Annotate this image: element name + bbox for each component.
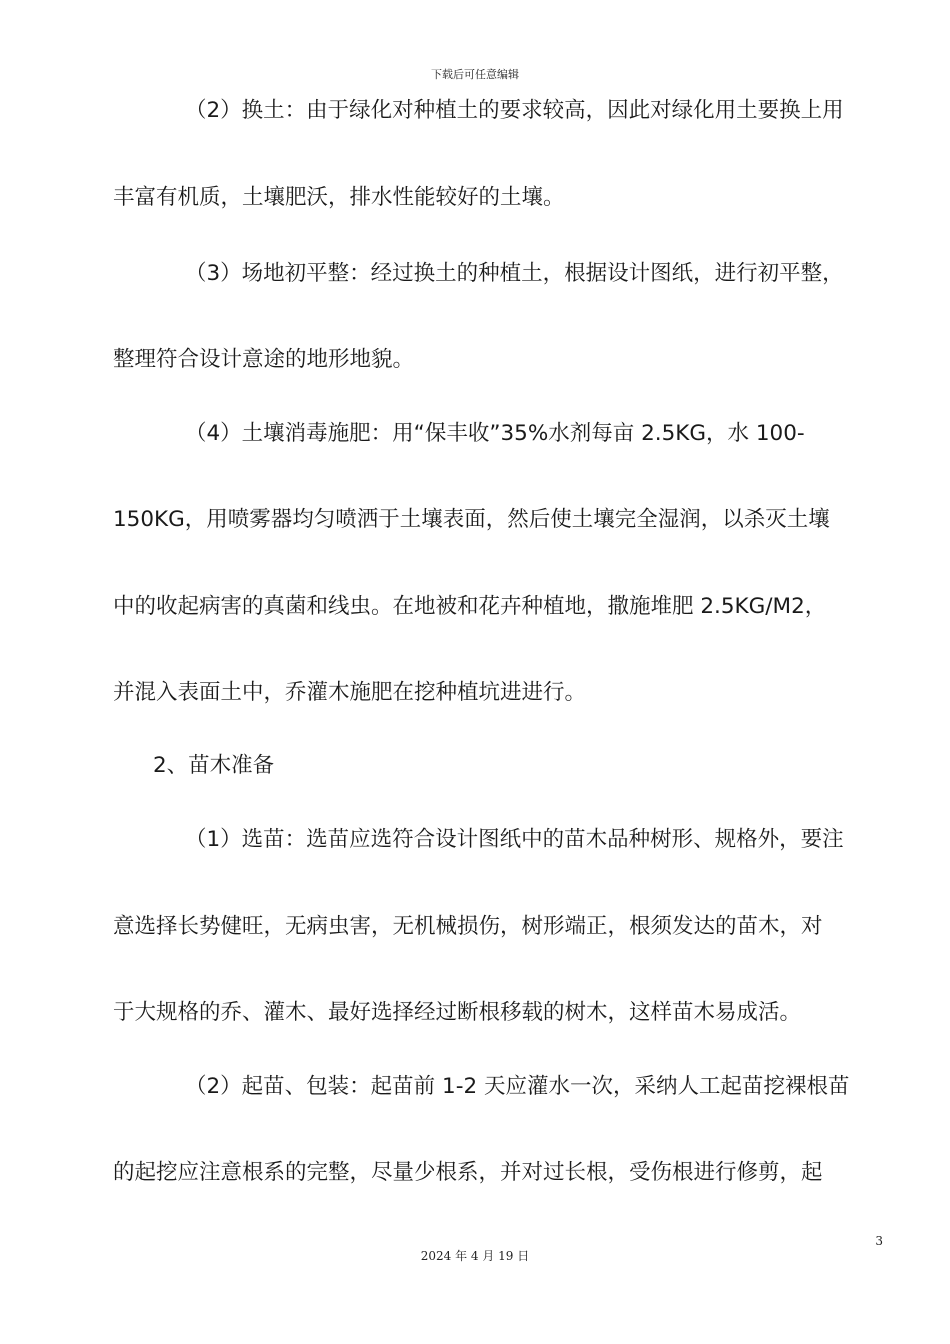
paragraph-line: 中的收起病害的真菌和线虫。在地被和花卉种植地，撒施堆肥 2.5KG/M2，	[113, 594, 827, 619]
paragraph-line: （1）选苗：选苗应选符合设计图纸中的苗木品种树形、规格外，要注	[185, 827, 844, 852]
header-note: 下载后可任意编辑	[431, 68, 519, 81]
paragraph-line: 意选择长势健旺，无病虫害，无机械损伤，树形端正，根须发达的苗木，对	[113, 914, 823, 939]
paragraph-line: （2）起苗、包装：起苗前 1-2 天应灌水一次，采纳人工起苗挖裸根苗	[185, 1074, 850, 1099]
paragraph-line: 的起挖应注意根系的完整，尽量少根系，并对过长根，受伤根进行修剪，起	[113, 1160, 823, 1185]
paragraph-line: （4）土壤消毒施肥：用“保丰收”35%水剂每亩 2.5KG，水 100-	[185, 421, 805, 446]
paragraph-line: 150KG，用喷雾器均匀喷洒于土壤表面，然后使土壤完全湿润，以杀灭土壤	[113, 507, 830, 532]
paragraph-line: 并混入表面土中，乔灌木施肥在挖种植坑进进行。	[113, 680, 587, 705]
paragraph-line: 整理符合设计意途的地形地貌。	[113, 347, 415, 372]
section-heading: 2、苗木准备	[153, 753, 275, 778]
paragraph-line: 于大规格的乔、灌木、最好选择经过断根移载的树木，这样苗木易成活。	[113, 1000, 802, 1025]
paragraph-line: （2）换土：由于绿化对种植土的要求较高，因此对绿化用土要换上用	[185, 98, 844, 123]
paragraph-line: （3）场地初平整：经过换土的种植土，根据设计图纸，进行初平整，	[185, 261, 844, 286]
paragraph-line: 丰富有机质，土壤肥沃，排水性能较好的土壤。	[113, 185, 565, 210]
page-number: 3	[875, 1234, 883, 1248]
footer-date: 2024 年 4 月 19 日	[420, 1249, 530, 1263]
